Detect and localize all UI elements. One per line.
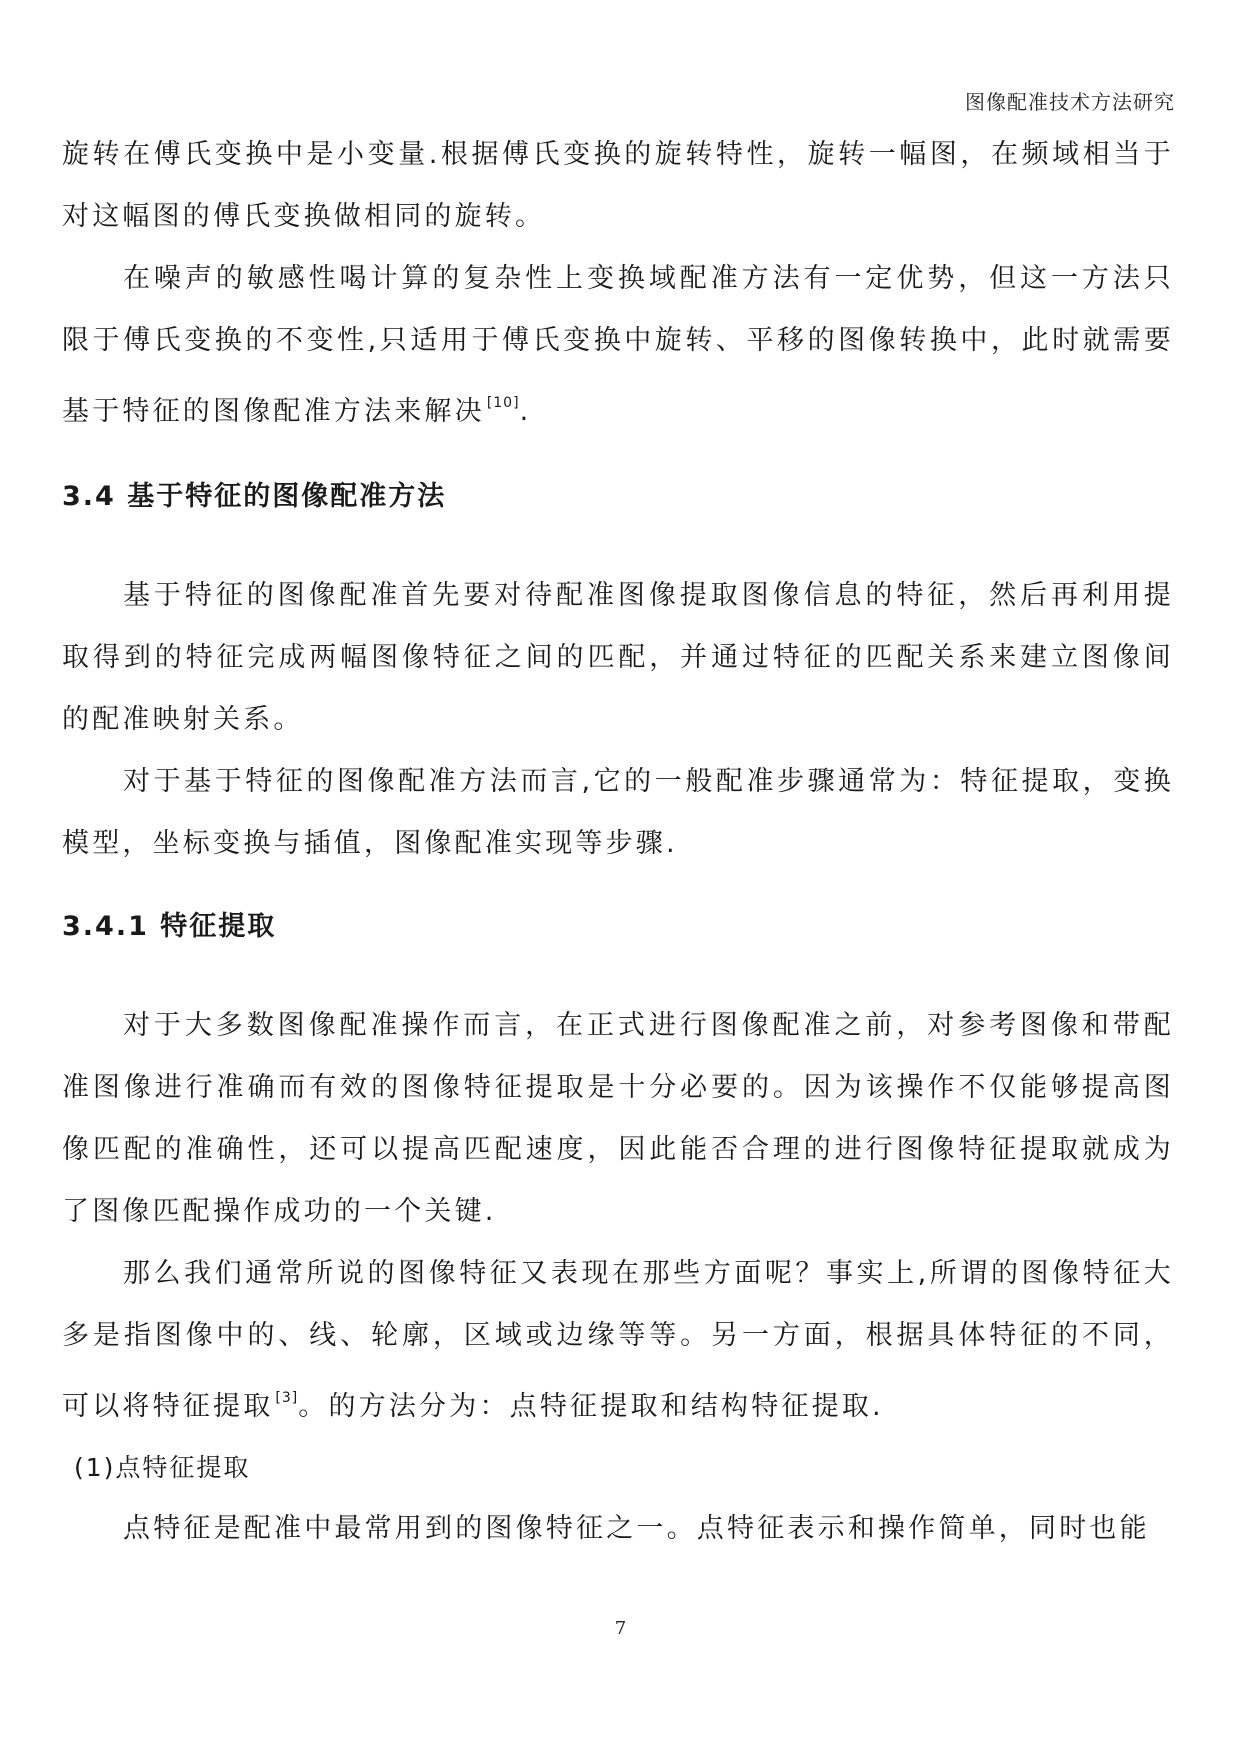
section-heading-3-4-1: 3.4.1 特征提取: [62, 911, 277, 942]
paragraph-image-features: [62, 1243, 1174, 1438]
section-heading-3-4: 3.4 基于特征的图像配准方法: [62, 481, 447, 512]
paragraph-text: 在噪声的敏感性喝计算的复杂性上变换域配准方法有一定优势，但这一方法只限于傅氏变换的不变性,只适用于傅氏变换中旋转、平移的图像转换中，此时就需要基于特征的图像配准方法来解决: [62, 263, 1174, 427]
running-header: 图像配准技术方法研究: [965, 90, 1175, 114]
paragraph-tail: .: [519, 396, 532, 427]
paragraph-feature-extraction: 对于大多数图像配准操作而言，在正式进行图像配准之前，对参考图像和带配准图像进行准确而有效的图像特征提取是十分必要的。因为该操作不仅能够提高图像匹配的准确性，还可以提高匹配速度，因此能否合理的进行图像特征提取就成为了图像匹配操作成功的一个关键.: [62, 1010, 1174, 1227]
paragraph-point-feature: 点特征是配准中最常用到的图像特征之一。点特征表示和操作简单，同时也能: [123, 1513, 1150, 1544]
paragraph-feature-registration: 基于特征的图像配准首先要对待配准图像提取图像信息的特征，然后再利用提取得到的特征完成两幅图像特征之间的匹配，并通过特征的匹配关系来建立图像间的配准映射关系。: [62, 580, 1174, 735]
paragraph-transform-domain: [62, 248, 1174, 443]
paragraph-text: 那么我们通常所说的图像特征又表现在那些方面呢？事实上,所谓的图像特征大多是指图像中的、线、轮廓，区域或边缘等等。另一方面，根据具体特征的不同，可以将特征提取: [62, 1258, 1174, 1422]
paragraph-registration-steps: 对于基于特征的图像配准方法而言,它的一般配准步骤通常为：特征提取，变换模型，坐标变换与插值，图像配准实现等步骤.: [62, 766, 1174, 859]
page-number: 7: [614, 1618, 627, 1639]
paragraph-tail: 。的方法分为：点特征提取和结构特征提取.: [298, 1391, 884, 1422]
page-body: [62, 124, 1174, 1560]
list-item-point-feature: (1)点特征提取: [74, 1453, 251, 1482]
paragraph-rotation: 旋转在傅氏变换中是小变量.根据傅氏变换的旋转特性，旋转一幅图，在频域相当于对这幅图的傅氏变换做相同的旋转。: [62, 139, 1174, 232]
citation-3: [3]: [275, 1390, 299, 1406]
citation-10: [10]: [486, 395, 520, 411]
